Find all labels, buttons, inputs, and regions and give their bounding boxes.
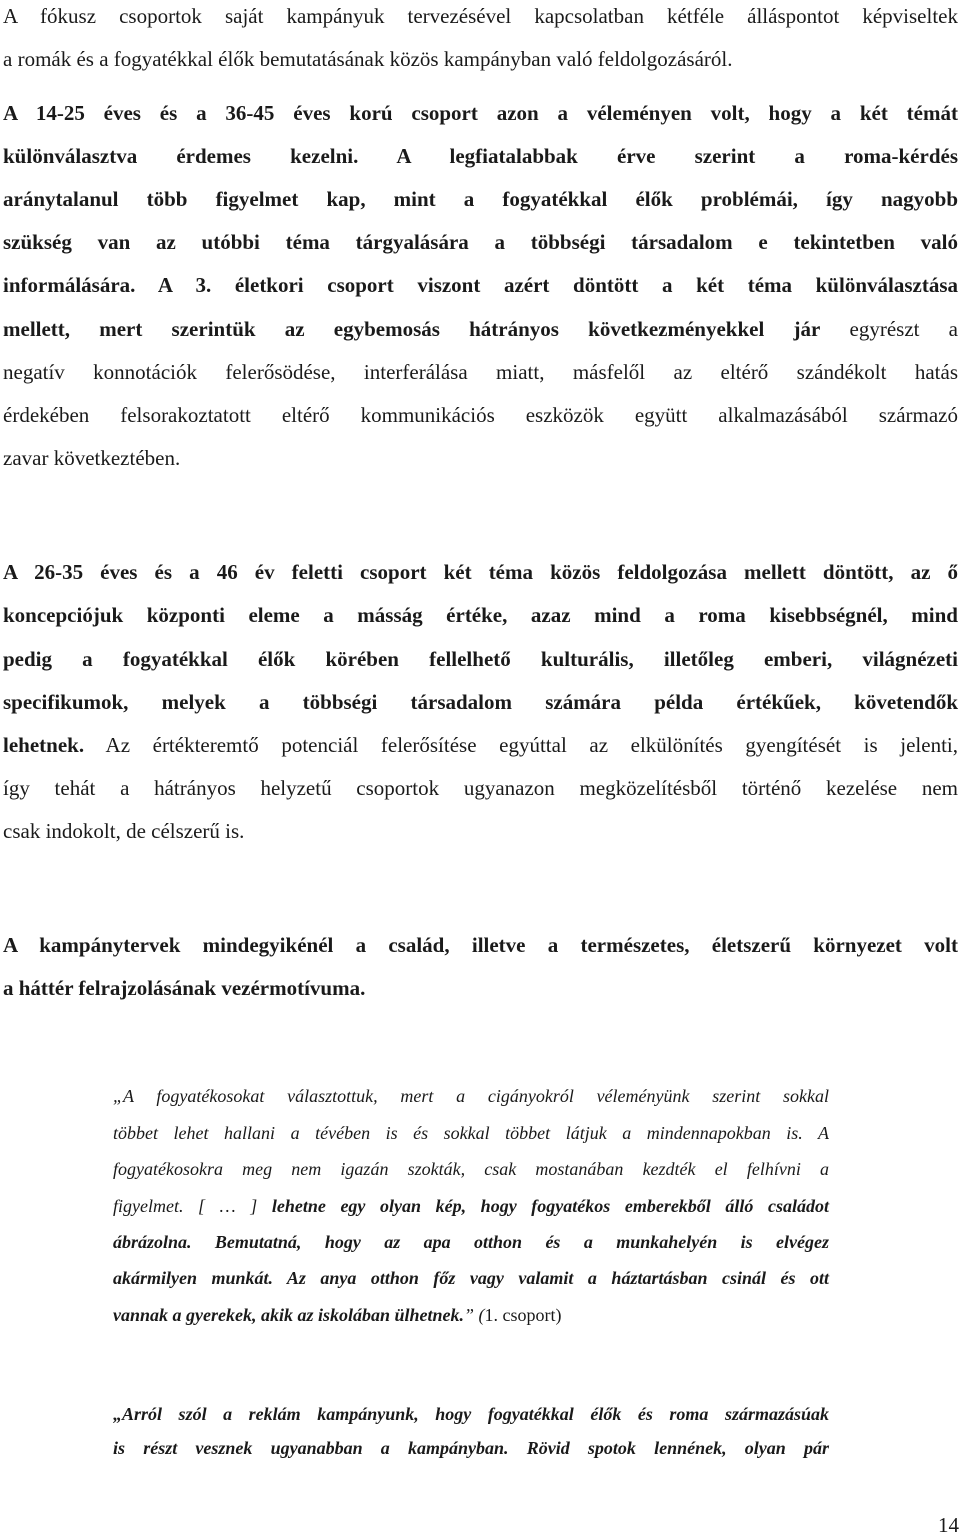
paragraph-2-line-9: zavar következtében. — [3, 446, 181, 470]
paragraph-2-line-8: érdekében felsorakoztatott eltérő kommunikációs eszközök együtt alkalmazásából származó — [3, 403, 958, 427]
paragraph-3-line-4: specifikumok, melyek a többségi társadalom számára példa értékűek, követendők — [3, 690, 958, 714]
paragraph-3-line-7: csak indokolt, de célszerű is. — [3, 819, 245, 843]
quote-2-line-1: „Arról szól a reklám kampányunk, hogy fogyatékkal élők és roma származásúak — [113, 1404, 829, 1424]
paragraph-1-line-2: a romák és a fogyatékkal élők bemutatásának közös kampányban való feldolgozásáról. — [3, 47, 733, 71]
paragraph-2-line-4: szükség van az utóbbi téma tárgyalására a többségi társadalom e tekintetben való — [3, 230, 958, 254]
quote-1-line-6: akármilyen munkát. Az anya otthon főz vagy valamit a háztartásban csinál és ott — [113, 1268, 829, 1288]
quote-1-line-7-plain: ” ( — [464, 1305, 485, 1325]
paragraph-2-line-1: A 14-25 éves és a 36-45 éves korú csoport azon a véleményen volt, hogy a két témát — [3, 101, 958, 125]
quote-1-source: 1. csoport) — [484, 1305, 562, 1325]
quote-1-line-4 — [113, 1193, 829, 1219]
paragraph-3-line-6: így tehát a hátrányos helyzetű csoportok ugyanazon megközelítésből történő kezelése nem — [3, 776, 958, 800]
page-number: 14 — [938, 1513, 959, 1537]
quote-1-line-1: „A fogyatékosokat választottuk, mert a cigányokról véleményünk szerint sokkal — [113, 1086, 829, 1106]
paragraph-3-line-5-bold: lehetnek. — [3, 733, 85, 757]
paragraph-3-line-5 — [3, 731, 958, 759]
paragraph-2-line-3: aránytalanul több figyelmet kap, mint a fogyatékkal élők problémái, így nagyobb — [3, 187, 958, 211]
paragraph-2-line-2: különválasztva érdemes kezelni. A legfiatalabbak érve szerint a roma-kérdés — [3, 144, 958, 168]
paragraph-4-line-2: a háttér felrajzolásának vezérmotívuma. — [3, 976, 366, 1000]
quote-1-line-7 — [113, 1302, 829, 1328]
quote-1-line-5: ábrázolna. Bemutatná, hogy az apa otthon és a munkahelyén is elvégez — [113, 1232, 829, 1252]
quote-2-line-2: is részt vesznek ugyanabban a kampányban. Rövid spotok lennének, olyan pár — [113, 1438, 829, 1458]
quote-1-line-7-bold: vannak a gyerekek, akik az iskolában ülhetnek. — [113, 1305, 465, 1325]
paragraph-2-line-6-rest: egyrészt a — [820, 317, 958, 341]
quote-1-line-4-plain: figyelmet. [ … ] — [113, 1196, 272, 1216]
paragraph-1-line-1: A fókusz csoportok saját kampányuk tervezésével kapcsolatban kétféle álláspontot képviseltek — [3, 4, 958, 28]
paragraph-2-line-5: informálására. A 3. életkori csoport viszont azért döntött a két téma különválasztása — [3, 273, 958, 297]
paragraph-3-line-3: pedig a fogyatékkal élők körében fellelhető kulturális, illetőleg emberi, világnézeti — [3, 647, 958, 671]
quote-1-line-2: többet lehet hallani a tévében is és sokkal többet látjuk a mindennapokban is. A — [113, 1123, 829, 1143]
paragraph-4-line-1: A kampánytervek mindegyikénél a család, illetve a természetes, életszerű környezet volt — [3, 933, 958, 957]
paragraph-2-line-7: negatív konnotációk felerősödése, interferálása miatt, másfelől az eltérő szándékolt hatás — [3, 360, 958, 384]
paragraph-2-line-6-bold: mellett, mert szerintük az egybemosás hátrányos következményekkel jár — [3, 317, 821, 341]
quote-1-line-3: fogyatékosokra meg nem igazán szokták, csak mostanában kezdték el felhívni a — [113, 1159, 829, 1179]
paragraph-3-line-5-rest: Az értékteremtő potenciál felerősítése egyúttal az elkülönítés gyengítését is jelenti, — [84, 733, 958, 757]
paragraph-3-line-1: A 26-35 éves és a 46 év feletti csoport két téma közös feldolgozása mellett döntött, az ő — [3, 560, 958, 584]
paragraph-3-line-2: koncepciójuk központi eleme a másság értéke, azaz mind a roma kisebbségnél, mind — [3, 603, 958, 627]
paragraph-2-line-6 — [3, 315, 958, 343]
quote-1-line-4-bold: lehetne egy olyan kép, hogy fogyatékos emberekből álló családot — [271, 1196, 829, 1216]
